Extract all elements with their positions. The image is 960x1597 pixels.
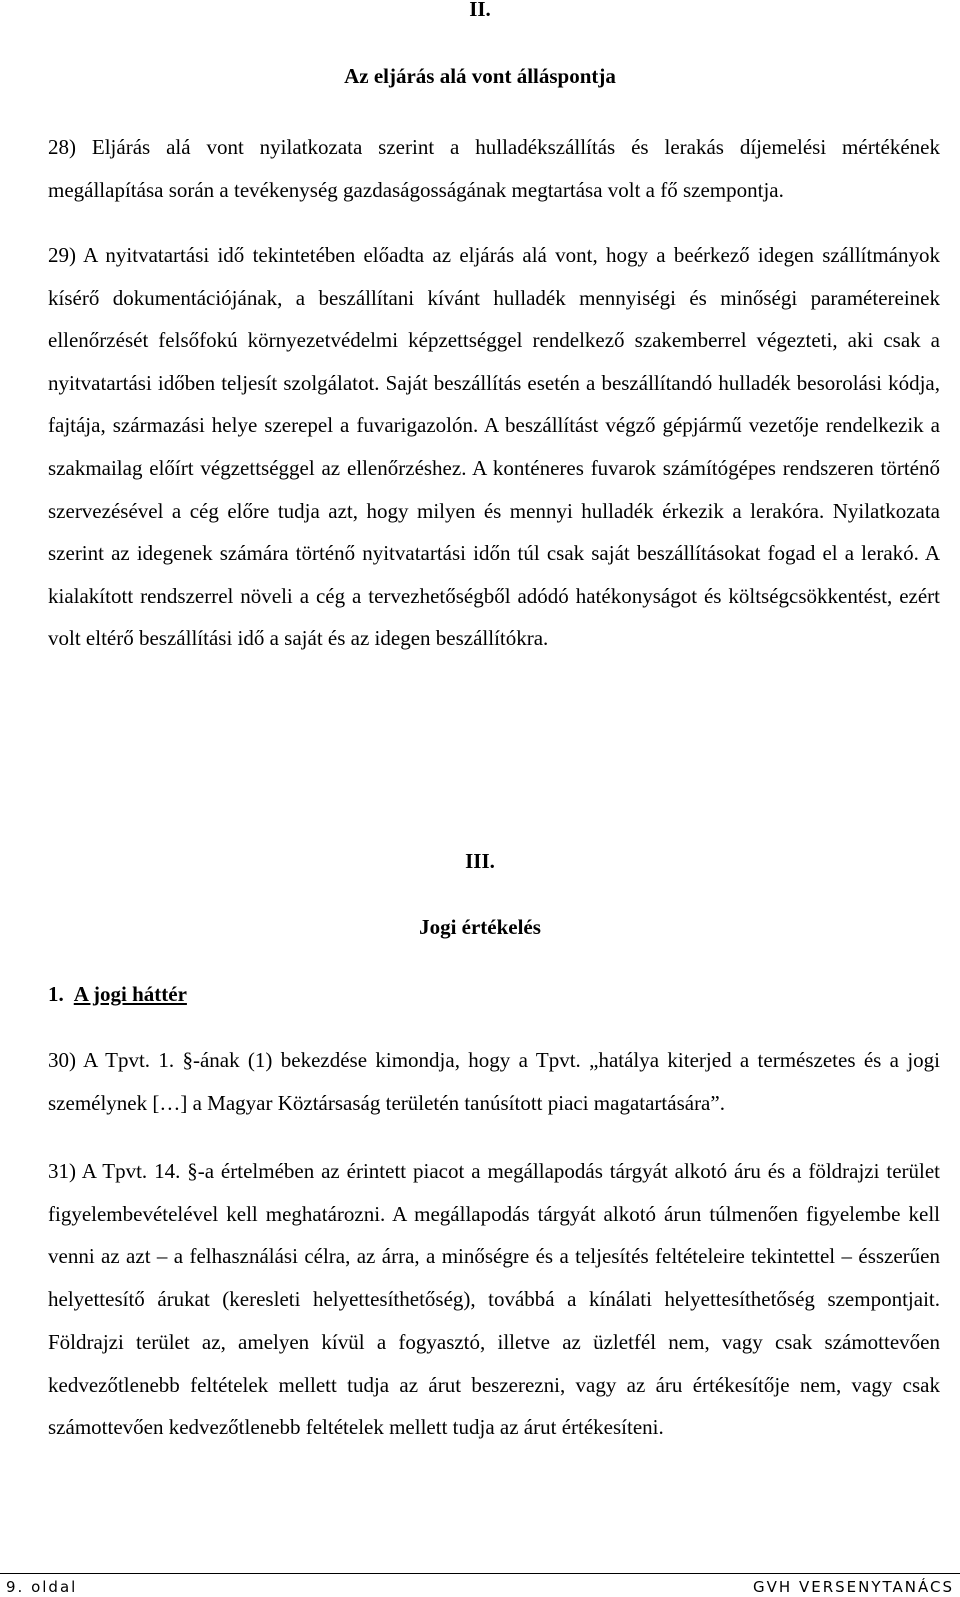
section-ii-numeral: II. — [469, 0, 491, 21]
subsection-heading — [48, 982, 187, 1006]
paragraph-29: 29) A nyitvatartási idő tekintetében előadta az eljárás alá vont, hogy a beérkező idegen szállítmányok kísérő dokumentációjának, a beszállítani kívánt hulladék mennyiségi és minőségi paramétereinek ellenőrzését felsőfokú környezetvédelmi képzettséggel rendelkező szakemberrel végezteti, aki csak a nyitvatartási időben teljesít szolgálatot. Saját beszállítás esetén a beszállítandó hulladék besorolási kódja, fajtája, származási helye szerepel a fuvarigazolón. A beszállítást végző gépjármű vezetője rendelkezik a szakmailag előírt végzettséggel az ellenőrzéshez. A konténeres fuvarok számítógépes rendszeren történő szervezésével a cég előre tudja azt, hogy milyen és mennyi hulladék érkezik a lerakóra. Nyilatkozata szerint az idegenek számára történő nyitvatartási időn túl csak saját beszállításokat fogad el a lerakó. A kialakított rendszerrel növeli a cég a tervezhetőségből adódó hatékonyságot és költségcsökkentést, ezért volt eltérő beszállítási idő a saját és az idegen beszállítókra. — [48, 243, 940, 651]
section-iii-numeral: III. — [465, 849, 495, 873]
paragraph-30: 30) A Tpvt. 1. §-ának (1) bekezdése kimondja, hogy a Tpvt. „hatálya kiterjed a természetes és a jogi személynek […] a Magyar Köztársaság területén tanúsított piaci magatartására”. — [48, 1048, 940, 1115]
subsection-number: 1. — [48, 982, 64, 1006]
section-iii-title: Jogi értékelés — [419, 915, 541, 939]
footer-divider — [0, 1573, 960, 1574]
subsection-title: A jogi háttér — [73, 982, 187, 1006]
section-ii-title: Az eljárás alá vont álláspontja — [344, 64, 616, 88]
paragraph-28: 28) Eljárás alá vont nyilatkozata szerint a hulladékszállítás és lerakás díjemelési mértékének megállapítása során a tevékenység gazdaságosságának megtartása volt a fő szempontja. — [48, 135, 940, 202]
footer-organization: GVH VERSENYTANÁCS — [753, 1578, 954, 1596]
footer-page-label: 9. oldal — [6, 1578, 78, 1596]
paragraph-31: 31) A Tpvt. 14. §-a értelmében az érintett piacot a megállapodás tárgyát alkotó áru és a földrajzi terület figyelembevételével kell meghatározni. A megállapodás tárgyát alkotó árun túlmenően figyelembe kell venni az azt – a felhasználási célra, az árra, a minőségre és a teljesítés feltételeire tekintettel – ésszerűen helyettesítő árukat (keresleti helyettesíthetőség), továbbá a kínálati helyettesíthetőség szempontjait. Földrajzi terület az, amelyen kívül a fogyasztó, illetve az üzletfél nem, vagy csak számottevően kedvezőtlenebb feltételek mellett tudja az árut beszerezni, vagy az áru értékesítője nem, vagy csak számottevően kedvezőtlenebb feltételek mellett tudja az árut értékesíteni. — [48, 1159, 940, 1440]
